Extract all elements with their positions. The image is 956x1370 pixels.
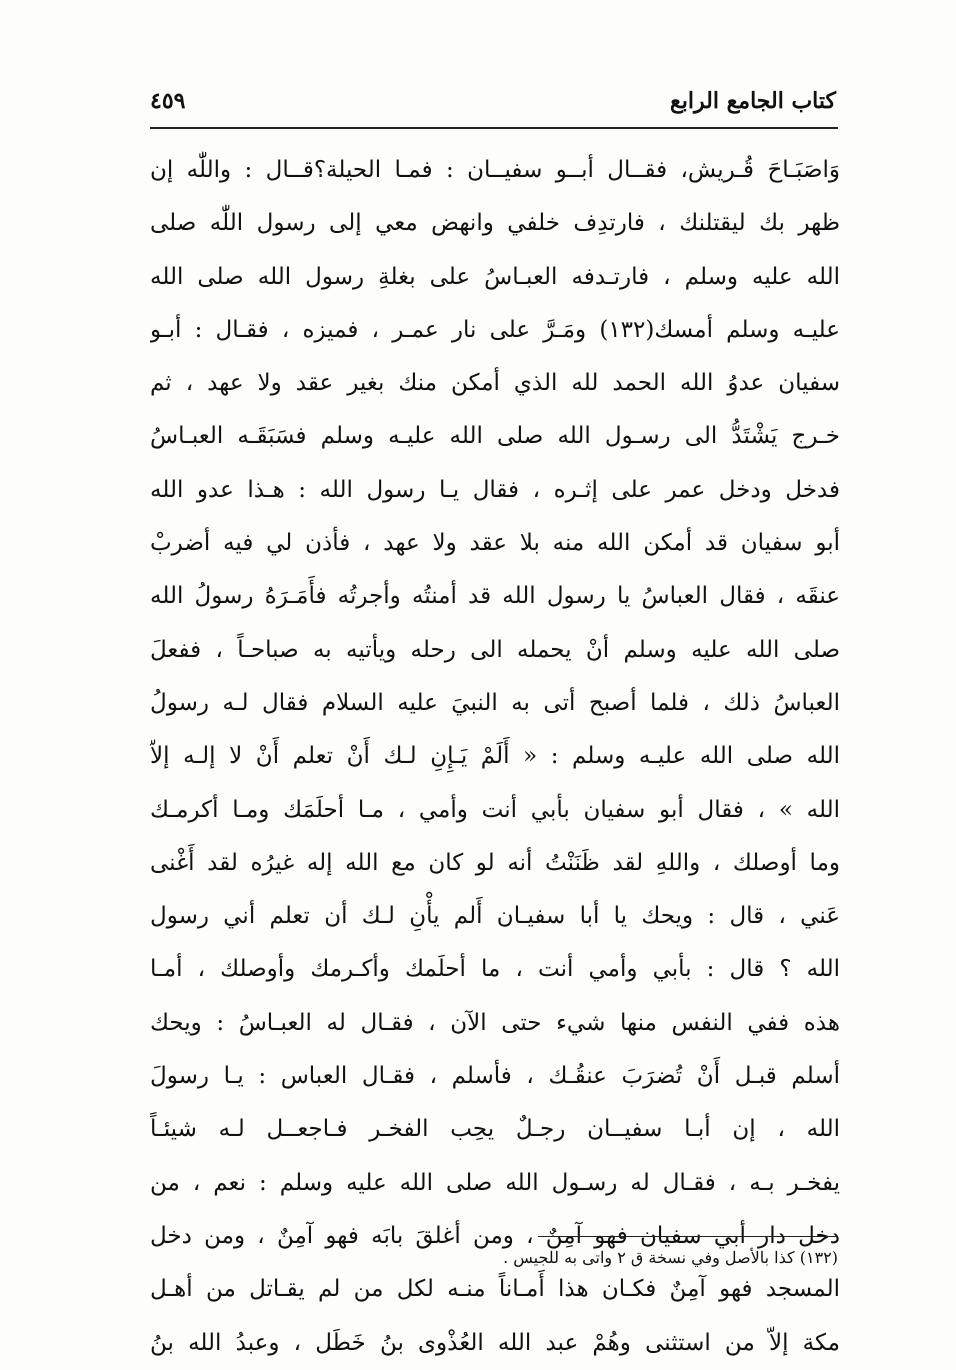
page-number: ٤٥٩: [150, 88, 186, 114]
body-text: [150, 144, 840, 1370]
text-line: مكة إلاّ من استثنى وهُمْ عبد الله العُذْوى بنُ خَطَل ، وعبدُ الله بنُ: [150, 1329, 840, 1356]
footnote: (١٣٢) كذا بالأصل وفي نسخة ق ٢ واتى به للجيس .: [503, 1248, 838, 1267]
text-line: فدخل ودخل عمر على إثـره ، فقال يـا رسول الله : هـذا عدو الله: [150, 476, 840, 503]
text-line: الله صلى الله عليـه وسلم : « أَلَمْ يَـإِنِ لـك أَنْ تعلم أَنْ لا إلـه إلاّ: [150, 743, 840, 770]
text-line: الله ؟ قال : بأبي وأمي أنت ، ما أحلَمك وأكـرمك وأوصلك ، أمـا: [150, 956, 840, 983]
text-line: العباسُ ذلك ، فلما أصبح أتى به النبيَ عليه السلام فقال لـه رسولُ: [150, 689, 840, 716]
running-title: كتاب الجامع الرابع: [670, 88, 836, 114]
text-line: أسلم قبـل أَنْ تُضرَبَ عنقُـك ، فأسلم ، فقـال العباس : يـا رسولَ: [150, 1063, 840, 1090]
text-line: ظهر بك ليقتلنك ، فارتدِف خلفي وانهض معي إلى رسول اللّٰه صلى: [150, 210, 840, 237]
text-line: وما أوصلك ، واللهِ لقد ظَنَنْتُ أنه لو كان مع الله إله غيرُه لقد أَغْنى: [150, 849, 840, 876]
text-line: عَني ، قال : ويحك يا أبا سفيـان أَلم يأْنِ لـك أن تعلم أني رسول: [150, 903, 840, 930]
text-line: خـرج يَشْتَدُّ الى رسـول الله صلى الله عليـه وسلم فسَبَقَـه العبـاسُ: [150, 423, 840, 450]
header-rule: [150, 127, 838, 129]
text-line: الله » ، فقال أبو سفيان بأبي أنت وأمي ، مـا أحلَمَك ومـا أكرمـك: [150, 796, 840, 823]
text-line: هذه ففي النفس منها شيء حتى الآن ، فقـال له العبـاسُ : ويحك: [150, 1009, 840, 1036]
text-line: الله ، إن أبـا سفيــان رجـلٌ يحِب الفخـر فـاجعــل لـه شيئـاً: [150, 1116, 840, 1143]
text-line: عليـه وسلم أمسك(١٣٢) ومَـرَّ على نار عمـر ، فميزه ، فقـال : أبـو: [150, 316, 840, 343]
text-line: عنقَه ، فقال العباسُ يا رسول الله قد أمنتُه وأجرتُه فأَمَـرَهُ رسولُ الله: [150, 583, 840, 610]
text-line: أبو سفيان قد أمكن الله منه بلا عقد ولا عهد ، فأذن لي فيه أضربْ: [150, 530, 840, 557]
text-line: صلى الله عليه وسلم أنْ يحمله الى رحله ويأتيه به صباحـاً ، ففعلَ: [150, 636, 840, 663]
text-line: الله عليه وسلم ، فارتـدفه العبـاسُ على بغلةِ رسول الله صلى الله: [150, 263, 840, 290]
page-header: [150, 86, 836, 126]
text-line: دخل دار أبي سفيان فهو آمِنٌ ، ومن أغلقَ بابَه فهو آمِنٌ ، ومن دخل: [150, 1222, 840, 1249]
text-line: وَاصَبَـاحَ قُـريش، فقــال أبــو سفيــان : فمـا الحيلة؟قــال : واللّٰه إن: [150, 157, 840, 183]
text-line: المسجد فهو آمِنٌ فكـان هذا أَمـاناً منـه لكل من لم يقـاتل من أهـل: [150, 1276, 840, 1303]
text-line: يفخـر بـه ، فقـال له رسـول الله صلى الله عليه وسلم : نعم ، من: [150, 1169, 840, 1196]
footnote-rule: [538, 1236, 838, 1237]
text-line: سفيان عدوُ الله الحمد لله الذي أمكن منك بغير عقد ولا عهد ، ثم: [150, 370, 840, 397]
